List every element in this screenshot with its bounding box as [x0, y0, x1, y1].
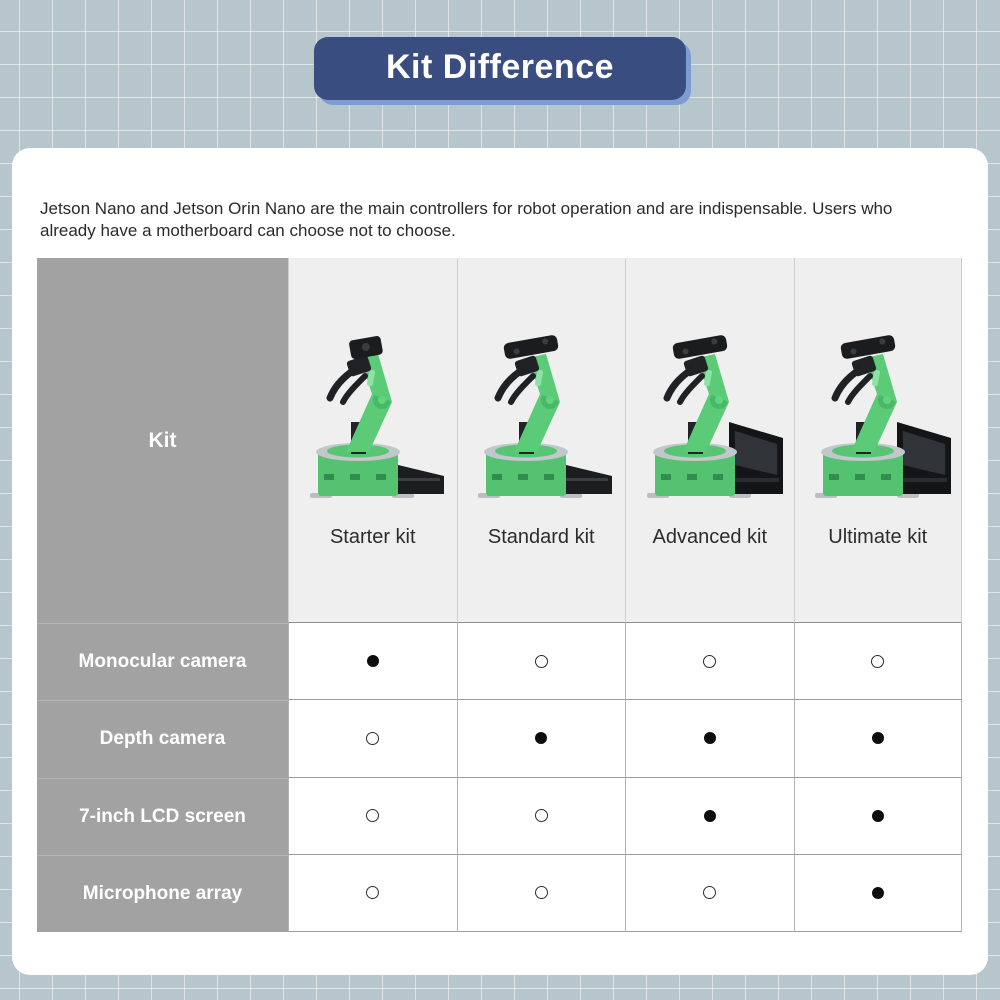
empty-circle-icon	[535, 886, 548, 899]
kit-column-header-starter-kit	[288, 258, 457, 623]
feature-cell	[794, 855, 963, 932]
filled-circle-icon	[704, 732, 716, 744]
feature-cell	[288, 778, 457, 855]
feature-row-label: Microphone array	[37, 855, 288, 932]
kit-name-label: Advanced kit	[652, 526, 767, 548]
empty-circle-icon	[703, 655, 716, 668]
robot-arm-depth-camera-image	[466, 328, 616, 513]
feature-row-label: Depth camera	[37, 700, 288, 777]
empty-circle-icon	[366, 809, 379, 822]
kit-comparison-table	[37, 258, 962, 932]
intro-text: Jetson Nano and Jetson Orin Nano are the main controllers for robot operation and are indispensable. Users who already have a motherboard can choose not to choose.	[40, 199, 893, 240]
kit-name-label: Starter kit	[329, 526, 416, 548]
feature-cell	[457, 778, 626, 855]
filled-circle-icon	[872, 810, 884, 822]
filled-circle-icon	[704, 810, 716, 822]
empty-circle-icon	[535, 655, 548, 668]
feature-row-label: Monocular camera	[37, 623, 288, 700]
feature-cell	[625, 700, 794, 777]
feature-cell	[794, 700, 963, 777]
empty-circle-icon	[703, 886, 716, 899]
feature-cell	[288, 855, 457, 932]
table-corner-kit-header: Kit	[37, 258, 288, 623]
empty-circle-icon	[535, 809, 548, 822]
filled-circle-icon	[872, 887, 884, 899]
feature-cell	[794, 623, 963, 700]
kit-difference-title-badge	[314, 37, 686, 100]
feature-cell	[625, 623, 794, 700]
feature-cell	[457, 623, 626, 700]
kit-column-header-ultimate-kit	[794, 258, 963, 623]
robot-arm-depth-camera-screen-image	[635, 328, 785, 513]
feature-cell	[288, 700, 457, 777]
empty-circle-icon	[871, 655, 884, 668]
feature-cell	[457, 700, 626, 777]
kit-name-label: Standard kit	[487, 526, 595, 548]
feature-row-label: 7-inch LCD screen	[37, 778, 288, 855]
feature-cell	[288, 623, 457, 700]
page-title: Kit Difference	[385, 48, 615, 86]
kit-name-label: Ultimate kit	[828, 526, 928, 548]
feature-cell	[625, 778, 794, 855]
empty-circle-icon	[366, 886, 379, 899]
filled-circle-icon	[367, 655, 379, 667]
empty-circle-icon	[366, 732, 379, 745]
feature-cell	[794, 778, 963, 855]
feature-cell	[457, 855, 626, 932]
kit-column-header-advanced-kit	[625, 258, 794, 623]
robot-arm-monocular-camera-image	[298, 328, 448, 513]
filled-circle-icon	[872, 732, 884, 744]
filled-circle-icon	[535, 732, 547, 744]
kit-column-header-standard-kit	[457, 258, 626, 623]
robot-arm-depth-camera-screen-image	[803, 328, 953, 513]
feature-cell	[625, 855, 794, 932]
content-card	[12, 148, 988, 975]
